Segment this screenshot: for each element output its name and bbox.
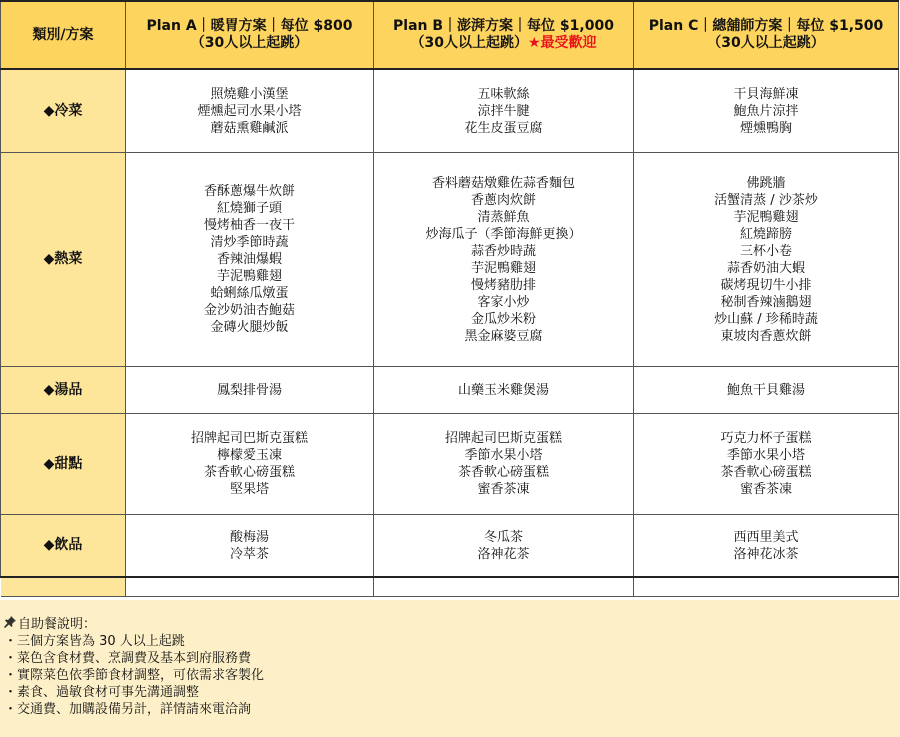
dish-item: 鳳梨排骨湯: [216, 382, 282, 398]
plan-a-dishes: [126, 367, 374, 414]
popular-badge: ★最受歡迎: [527, 35, 597, 51]
dish-item: 紅燒蹄膀: [739, 226, 792, 242]
table-row: [1, 414, 899, 515]
plan-c-dishes: [634, 69, 899, 153]
dish-item: 煙燻起司水果小塔: [197, 103, 302, 119]
plan-b-dishes: [374, 367, 634, 414]
dish-item: 活蟹清蒸 / 沙茶炒: [714, 192, 818, 208]
dish-item: 冷萃茶: [229, 546, 269, 562]
dish-item: 香料蘑菇燉雞佐蒜香麵包: [431, 175, 575, 191]
plan-a-dishes: [126, 153, 374, 367]
dish-item: 香辣油爆蝦: [216, 252, 282, 267]
pushpin-icon: [4, 616, 18, 633]
dish-item: 蜜香茶凍: [739, 482, 792, 497]
spacer-cell: [374, 577, 634, 597]
plan-a-min: （30人以上起跳）: [190, 35, 309, 51]
table-header-row: [1, 1, 899, 69]
dish-item: 慢烤柚香一夜干: [203, 218, 295, 233]
plan-c-min: （30人以上起跳）: [707, 35, 825, 51]
dish-item: 茶香軟心磅蛋糕: [457, 465, 549, 480]
dish-item: 洛神花茶: [477, 546, 530, 562]
dish-item: 秘制香辣滷鵝翅: [720, 294, 812, 310]
plan-b-dishes: [374, 153, 634, 367]
dish-item: 芋泥鴨雞翅: [216, 269, 282, 284]
dish-item: 香蔥肉炊餅: [470, 192, 536, 208]
plan-c-dishes: [634, 515, 899, 578]
dish-item: 蛤蜊絲瓜燉蛋: [210, 286, 289, 301]
plan-b-dishes: [374, 414, 634, 515]
dish-item: 煙燻鴨胸: [739, 120, 792, 136]
notes-item: ・素食、過敏食材可事先溝通調整: [4, 685, 200, 700]
spacer-cell: [126, 577, 374, 597]
plan-a-title: Plan A｜暖胃方案｜每位 $800: [146, 18, 353, 34]
dish-item: 巧克力杯子蛋糕: [720, 431, 812, 446]
plan-c-dishes: [634, 367, 899, 414]
dish-item: 佛跳牆: [746, 175, 786, 191]
dish-item: 芋泥鴨雞翅: [733, 209, 799, 225]
plan-c-header: [634, 1, 899, 69]
dish-item: 季節水果小塔: [464, 448, 543, 463]
dish-item: 酸梅湯: [229, 529, 269, 545]
dish-item: 客家小炒: [477, 294, 530, 310]
spacer-cell: [634, 577, 899, 597]
dish-item: 季節水果小塔: [726, 448, 805, 463]
dish-item: 蜜香茶凍: [477, 482, 530, 497]
plan-b-dishes: [374, 69, 634, 153]
dish-item: 金沙奶油杏鮑菇: [203, 303, 295, 318]
dish-item: 檸檬愛玉凍: [216, 448, 282, 463]
category-cell: ◆飲品: [1, 515, 126, 578]
dish-item: 茶香軟心磅蛋糕: [203, 465, 295, 480]
dish-item: 茶香軟心磅蛋糕: [720, 465, 812, 480]
dish-item: 金瓜炒米粉: [470, 311, 536, 327]
dish-item: 金磚火腿炒飯: [210, 320, 289, 335]
dish-item: 西西里美式: [733, 529, 799, 545]
notes-title: 自助餐說明：: [18, 617, 97, 632]
notes-item: ・菜色含食材費、烹調費及基本到府服務費: [4, 651, 252, 666]
notes-item: ・交通費、加購設備另計，詳情請來電洽詢: [4, 702, 252, 717]
dish-item: 黑金麻婆豆腐: [464, 328, 543, 344]
dish-item: 堅果塔: [229, 482, 269, 497]
dish-item: 冬瓜茶: [483, 529, 523, 545]
dish-item: 蒜香奶油大蝦: [726, 260, 805, 276]
plan-b-title: Plan B｜澎湃方案｜每位 $1,000: [393, 18, 614, 34]
dish-item: 花生皮蛋豆腐: [464, 120, 543, 136]
plan-a-dishes: [126, 515, 374, 578]
dish-item: 蒜香炒時蔬: [470, 243, 536, 259]
dish-item: 鮑魚干貝雞湯: [726, 382, 805, 398]
dish-item: 三杯小卷: [739, 243, 792, 259]
dish-item: 清蒸鮮魚: [477, 209, 530, 225]
dish-item: 芋泥鴨雞翅: [470, 260, 536, 276]
category-cell: ◆湯品: [1, 367, 126, 414]
category-cell: ◆冷菜: [1, 69, 126, 153]
plan-b-min: （30人以上起跳）: [410, 35, 528, 51]
dish-item: 照燒雞小漢堡: [210, 86, 289, 102]
table-row: [1, 69, 899, 153]
dish-item: 招牌起司巴斯克蛋糕: [444, 431, 562, 446]
dish-item: 碳烤現切牛小排: [720, 277, 812, 293]
plan-a-header: [126, 1, 374, 69]
dish-item: 慢烤豬肋排: [470, 277, 536, 293]
dish-item: 鮑魚片涼拌: [733, 103, 799, 119]
notes-item: ・三個方案皆為 30 人以上起跳: [4, 634, 185, 649]
dish-item: 炒山蘇 / 珍稀時蔬: [714, 311, 818, 327]
dish-item: 炒海瓜子（季節海鮮更換）: [425, 226, 582, 242]
dish-item: 蘑菇熏雞鹹派: [210, 120, 289, 136]
category-cell: ◆熱菜: [1, 153, 126, 367]
dish-item: 涼拌牛腱: [477, 103, 530, 119]
dish-item: 干貝海鮮凍: [733, 86, 799, 102]
table-row: [1, 367, 899, 414]
plan-c-dishes: [634, 414, 899, 515]
buffet-notes: [0, 600, 900, 737]
plan-b-dishes: [374, 515, 634, 578]
dish-item: 招牌起司巴斯克蛋糕: [190, 431, 308, 446]
dish-item: 紅燒獅子頭: [216, 201, 282, 216]
plan-a-dishes: [126, 414, 374, 515]
dish-item: 清炒季節時蔬: [210, 235, 289, 250]
plan-b-header: [374, 1, 634, 69]
category-cell: ◆甜點: [1, 414, 126, 515]
plan-c-dishes: [634, 153, 899, 367]
plan-a-dishes: [126, 69, 374, 153]
notes-item: ・實際菜色依季節食材調整，可依需求客製化: [4, 668, 265, 683]
spacer-row: [1, 577, 899, 597]
table-row: [1, 515, 899, 578]
table-row: [1, 153, 899, 367]
dish-item: 東坡肉香蔥炊餅: [720, 328, 812, 344]
dish-item: 香酥蔥爆牛炊餅: [203, 184, 295, 199]
dish-item: 洛神花冰茶: [733, 546, 799, 562]
category-header: 類別/方案: [1, 1, 126, 69]
dish-item: 山藥玉米雞煲湯: [457, 382, 549, 398]
spacer-cell: [1, 577, 126, 597]
dish-item: 五味軟絲: [477, 86, 530, 102]
plan-c-title: Plan C｜總舖師方案｜每位 $1,500: [648, 18, 884, 34]
